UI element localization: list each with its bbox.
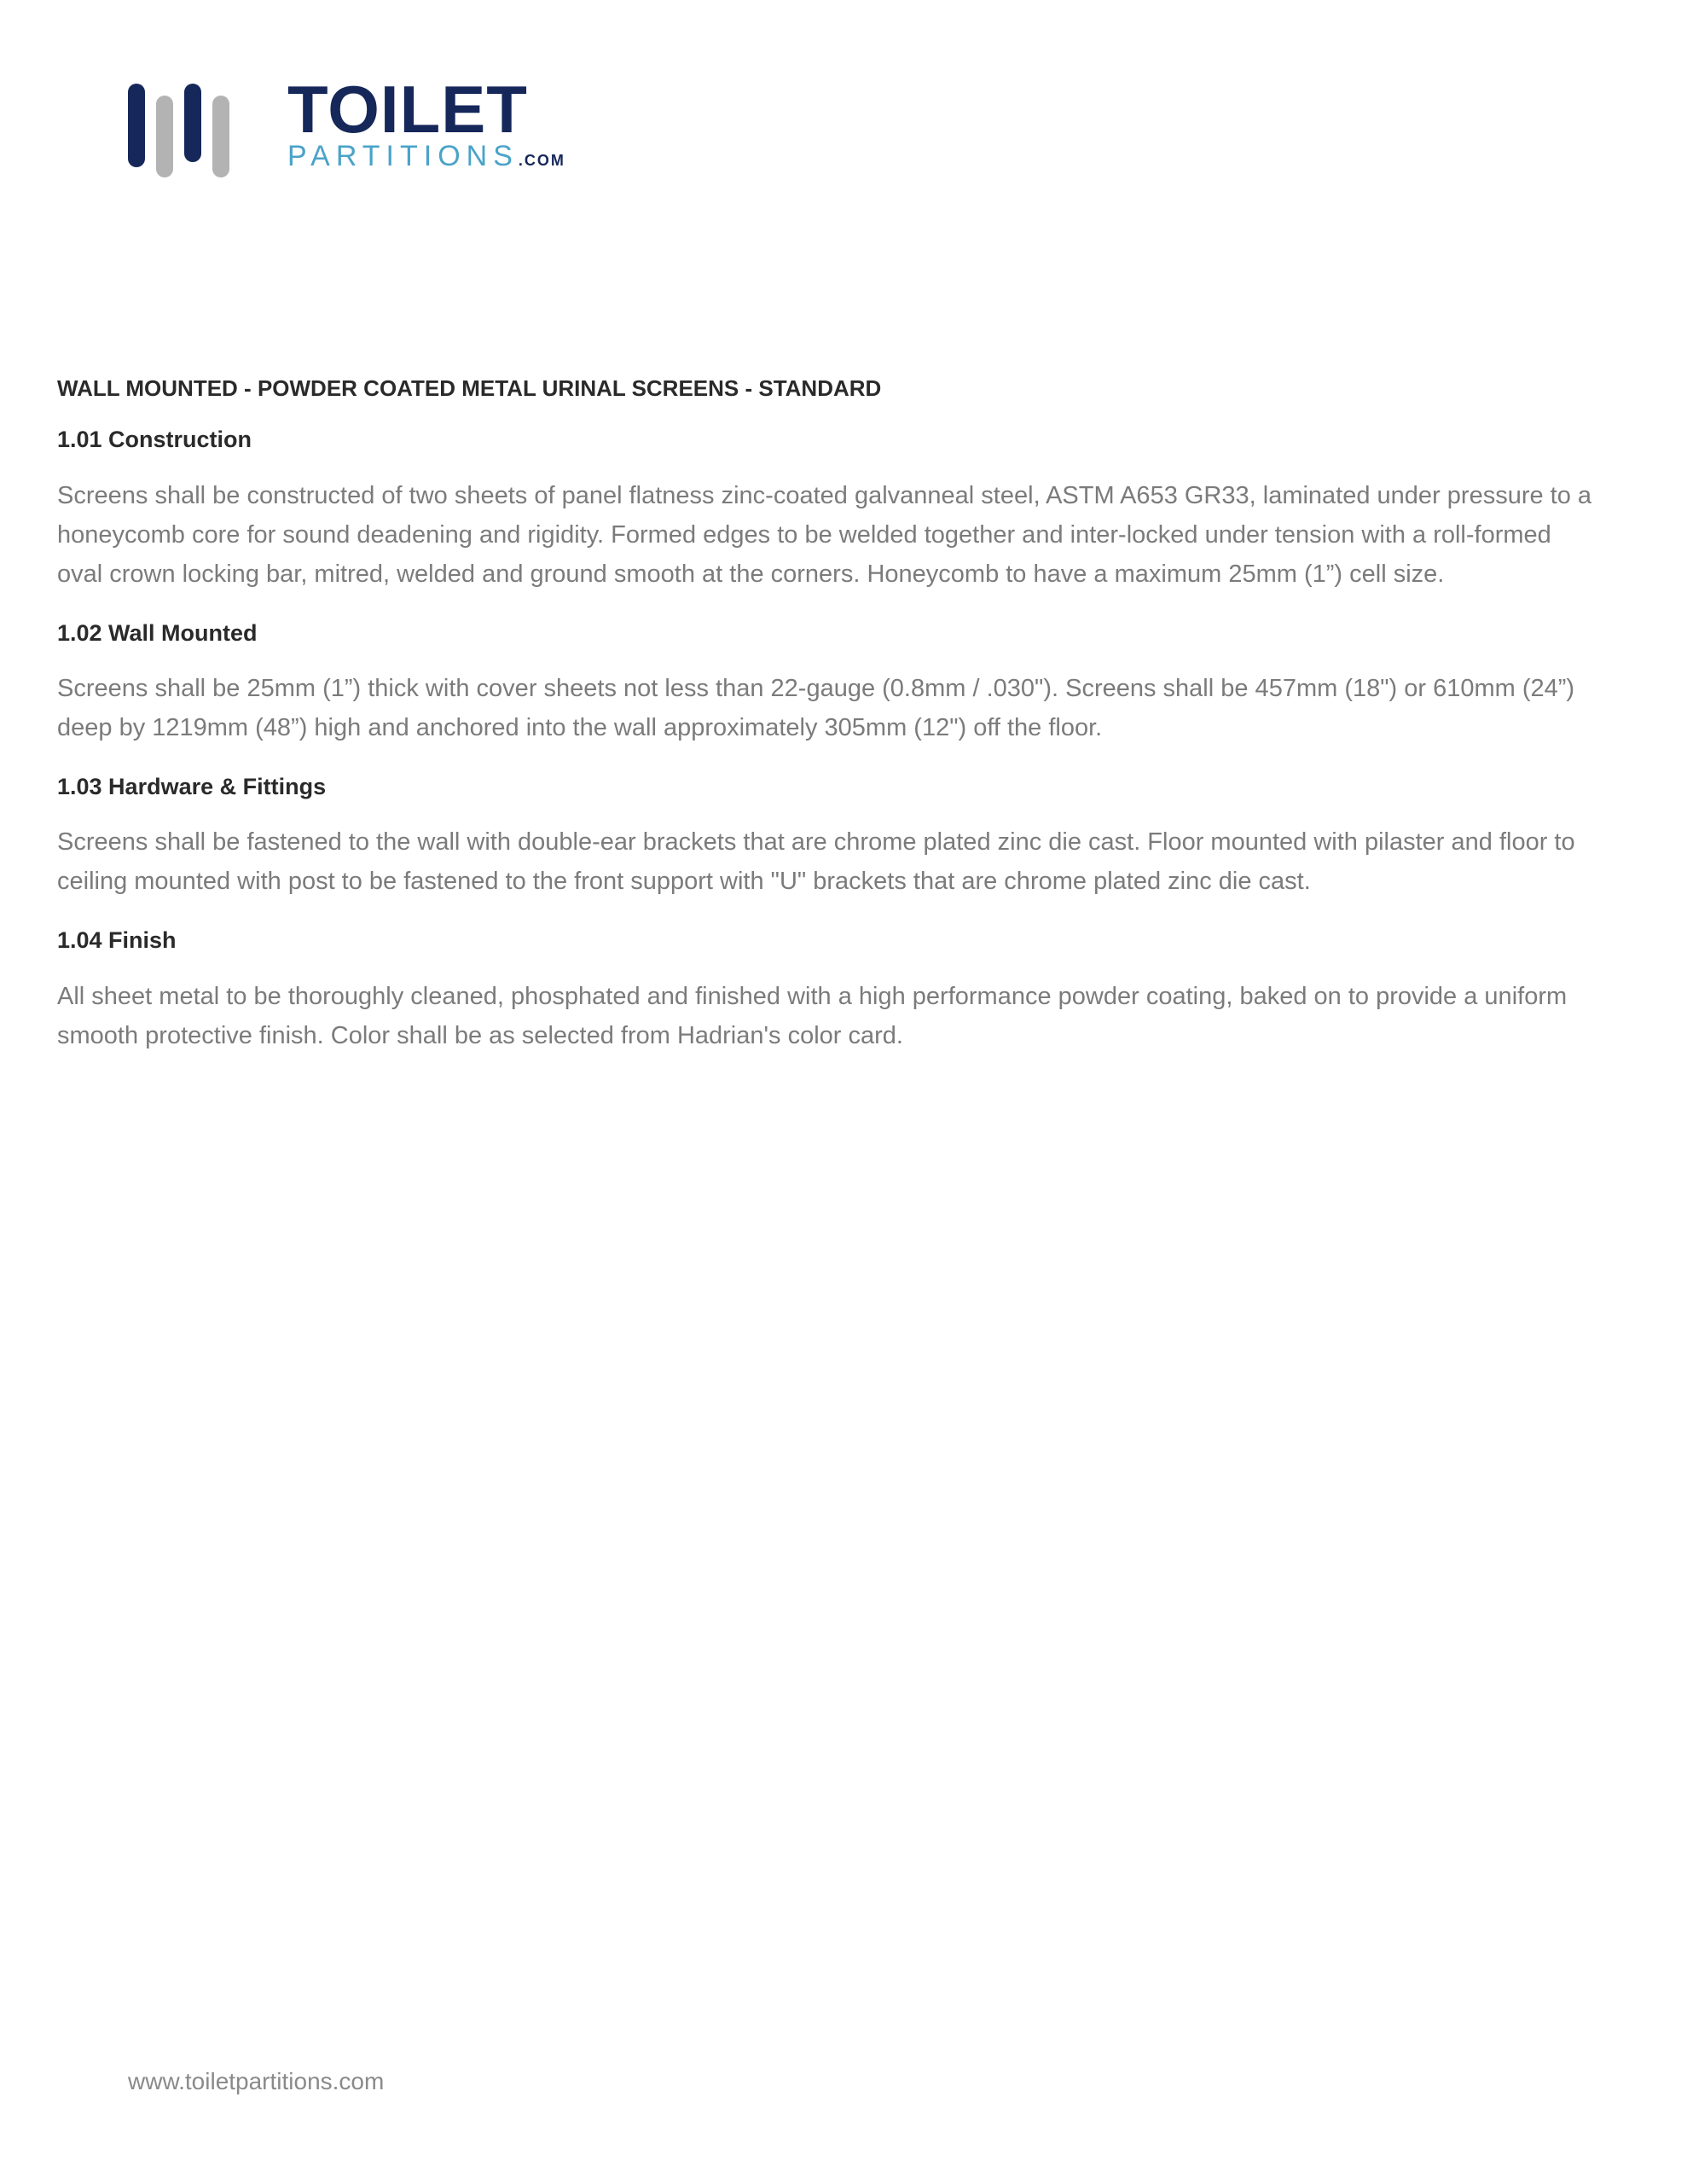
section-heading-wall-mounted: 1.02 Wall Mounted [57, 619, 258, 646]
logo-bars-icon [128, 84, 230, 177]
section-body-hardware-fittings: Screens shall be fastened to the wall with double-ear brackets that are chrome plated zinc die cast. Floor mounted with pilaster and floor to ceiling mounted with post to be fastened to the front support with "U" brackets that are chrome plated zinc die cast. [57, 828, 1575, 896]
section-body-finish: All sheet metal to be thoroughly cleaned, phosphated and finished with a high performance powder coating, baked on to provide a uniform smooth protective finish. Color shall be as selected from Hadrian's color card. [57, 982, 1568, 1049]
section-heading-construction: 1.01 Construction [57, 427, 252, 453]
section-heading-hardware-fittings: 1.03 Hardware & Fittings [57, 773, 327, 799]
company-logo [128, 72, 571, 181]
section-body-wall-mounted: Screens shall be 25mm (1”) thick with cover sheets not less than 22-gauge (0.8mm / .030"). Screens shall be 457mm (18") or 610mm (24”) deep by 1219mm (48”) high and anchored into the wall approximately 305mm (12") off the floor. [57, 674, 1575, 741]
section-body-construction: Screens shall be constructed of two sheets of panel flatness zinc-coated galvanneal steel, ASTM A653 GR33, laminated under pressure to a honeycomb core for sound deadening and rigidity. Formed edges to be welded together and inter-locked under tension with a roll-formed oval crown locking bar, mitred, welded and ground smooth at the corners. Honeycomb to have a maximum 25mm (1”) cell size. [57, 481, 1592, 588]
document-content [57, 375, 1592, 1081]
footer-website-url: www.toiletpartitions.com [128, 2068, 385, 2094]
logo-wordmark-partitions: PARTITIONS [287, 140, 519, 172]
logo-wordmark-sub [287, 142, 565, 171]
document-title: WALL MOUNTED - POWDER COATED METAL URINAL SCREENS - STANDARD [57, 375, 882, 401]
logo-wordmark-main: TOILET [287, 72, 528, 147]
logo-wordmark-suffix: .COM [518, 152, 565, 169]
section-heading-finish: 1.04 Finish [57, 927, 177, 954]
